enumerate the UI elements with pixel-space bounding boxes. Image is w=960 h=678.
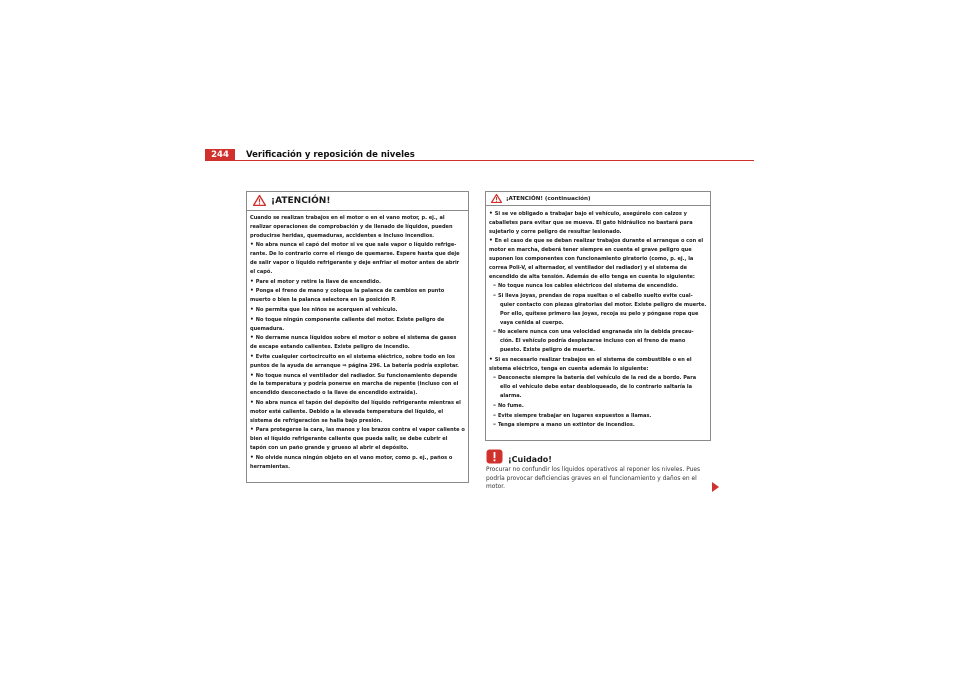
caution-title: ¡Cuidado! [508, 455, 552, 464]
paragraph-text: Desconecte siempre la batería del vehículo de la red de a bordo. Para ello el vehículo debe estar desbloqueado, de lo contrario saltaría la alarma. [497, 375, 697, 399]
warning-paragraph [250, 371, 465, 398]
warning-continued-header [486, 192, 710, 206]
paragraph-text: No olvide nunca ningún objeto en el vano motor, como p. ej., paños o herramientas. [250, 454, 453, 470]
warning-box-header [247, 192, 468, 211]
dash-marker: – [493, 400, 498, 409]
page-number: 244 [205, 149, 235, 161]
bullet-marker: • [250, 452, 256, 461]
dash-marker: – [493, 291, 498, 300]
paragraph-text: Si lleva joyas, prendas de ropa sueltas o el cabello suelto evite cual-quier contacto con piezas giratorias del motor. Existe peligro de muerte. Por ello, quítese primero las joyas, recoja su pelo y póngase ropa que vaya ceñida al cuerpo. [497, 293, 707, 326]
bullet-marker: • [250, 425, 256, 434]
caution-text: Procurar no confundir los líquidos operativos al reponer los niveles. Pues podría provocar deficiencias graves en el funcionamiento y daños en el motor. [486, 467, 701, 491]
warning-paragraph [250, 398, 465, 425]
dash-marker: – [493, 373, 498, 382]
paragraph-text: Para protegerse la cara, las manos y los brazos contra el vapor caliente o bien el líquido refrigerante caliente que pueda salir, se debe cubrir el tapón con un paño grande y grueso al abrir el depósito. [250, 427, 465, 451]
warning-paragraph [250, 425, 465, 452]
next-page-arrow-icon[interactable] [712, 482, 719, 492]
paragraph-text: No toque nunca el ventilador del radiador. Su funcionamiento depende de la temperatura y podría ponerse en marcha de repente (incluso con el encendido desconectado o la llave de encendido extraída). [250, 372, 459, 397]
paragraph-text: Cuando se realizan trabajos en el motor o en el vano motor, p. ej., al realizar operaciones de comprobación y de llenado de líquidos, pueden producirse heridas, quemaduras, accidentes e incluso incendios. [250, 215, 453, 239]
warning-continued-body [486, 206, 710, 430]
warning-paragraph [250, 333, 465, 352]
warning-triangle-icon [253, 195, 266, 206]
section-title: Verificación y reposición de niveles [246, 150, 415, 160]
bullet-marker: • [250, 304, 256, 313]
paragraph-text: En el caso de que se deban realizar trabajos durante el arranque o con el motor en marcha, deberá tener siempre en cuenta el grave peligro que suponen los componentes con funcionamiento giratorio (como, p. ej., la correa Poli-V, el alternador, el ventilador del radiador) y el sistema de encendido de alta tensión. Además de ello tenga en cuenta lo siguiente: [489, 238, 704, 280]
warning-triangle-icon [491, 194, 502, 203]
paragraph-text: Si es necesario realizar trabajos en el sistema de combustible o en el sistema eléctrico, tenga en cuenta además lo siguiente: [489, 356, 692, 372]
warning-paragraph [489, 236, 707, 281]
dash-marker: – [493, 327, 498, 336]
warning-subitem [489, 373, 707, 400]
warning-paragraph [250, 352, 465, 371]
warning-paragraph [250, 240, 465, 276]
warning-subitem [489, 327, 707, 354]
warning-continued-title: ¡ATENCIÓN! (continuación) [506, 196, 591, 202]
warning-subitem [489, 291, 707, 327]
dash-marker: – [493, 410, 498, 419]
bullet-marker: • [250, 314, 256, 323]
warning-paragraph [250, 214, 465, 240]
bullet-marker: • [489, 209, 495, 217]
paragraph-text: No permita que los niños se acerquen al vehículo. [255, 306, 398, 313]
bullet-marker: • [250, 397, 256, 406]
warning-box [246, 191, 469, 483]
header-divider [205, 160, 754, 161]
paragraph-text: No acelere nunca con una velocidad engranada sin la debida precau-ción. El vehículo podría desplazarse incluso con el freno de mano puesto. Existe peligro de muerte. [497, 329, 694, 353]
bullet-marker: • [250, 286, 256, 295]
warning-paragraph [250, 453, 465, 472]
warning-paragraph [250, 277, 465, 287]
paragraph-text: No abra nunca el capó del motor si ve que sale vapor o líquido refrige-rante. De lo contrario corre el riesgo de quemarse. Espere hasta que deje de salir vapor o líquido refrigerante y deje enfriar el motor antes de abrir el capó. [250, 242, 460, 275]
warning-subitem [489, 411, 707, 421]
bullet-marker: • [489, 354, 495, 363]
warning-subitem [489, 281, 707, 291]
warning-paragraph [489, 209, 707, 236]
paragraph-text: Si se ve obligado a trabajar bajo el vehículo, asegúrelo con calzos y caballetes para evitar que se mueva. El gato hidráulico no bastará para sujetarlo y corre peligro de resultar lesionado. [489, 211, 693, 235]
paragraph-text: No abra nunca el tapón del depósito del líquido refrigerante mientras el motor esté caliente. Debido a la elevada temperatura del líquido, el sistema de refrigeración se halla bajo presión. [250, 399, 461, 424]
paragraph-text: No fume. [497, 402, 524, 409]
warning-body [247, 211, 468, 471]
paragraph-text: Pare el motor y retire la llave de encendido. [255, 278, 381, 285]
warning-paragraph [250, 286, 465, 305]
warning-title: ¡ATENCIÓN! [271, 196, 331, 206]
warning-paragraph [250, 315, 465, 334]
paragraph-text: Evite siempre trabajar en lugares expuestos a llamas. [497, 412, 652, 419]
paragraph-text: No toque ningún componente caliente del motor. Existe peligro de quemadura. [250, 316, 445, 332]
warning-subitem [489, 401, 707, 411]
warning-paragraph [250, 305, 465, 315]
paragraph-text: Evite cualquier cortocircuito en el sistema eléctrico, sobre todo en los puntos de la ayuda de arranque ⇒ página 296. La batería podría explotar. [250, 353, 459, 369]
bullet-marker: • [489, 236, 495, 245]
bullet-marker: • [250, 351, 256, 360]
bullet-marker: • [250, 276, 256, 285]
bullet-marker: • [250, 240, 256, 249]
warning-subitem [489, 420, 707, 430]
bullet-marker: • [250, 370, 256, 379]
paragraph-text: Ponga el freno de mano y coloque la palanca de cambios en punto muerto o bien la palanca selectora en la posición P. [250, 288, 445, 304]
paragraph-text: Tenga siempre a mano un extintor de incendios. [497, 422, 635, 429]
paragraph-text: No toque nunca los cables eléctricos del sistema de encendido. [497, 283, 679, 290]
warning-paragraph [489, 355, 707, 374]
dash-marker: – [493, 420, 498, 429]
warning-continued-box [485, 191, 711, 441]
dash-marker: – [493, 281, 498, 290]
caution-exclamation-icon [486, 449, 503, 464]
paragraph-text: No derrame nunca líquidos sobre el motor o sobre el sistema de gases de escape estando calientes. Existe peligro de incendio. [250, 335, 457, 351]
bullet-marker: • [250, 333, 256, 342]
